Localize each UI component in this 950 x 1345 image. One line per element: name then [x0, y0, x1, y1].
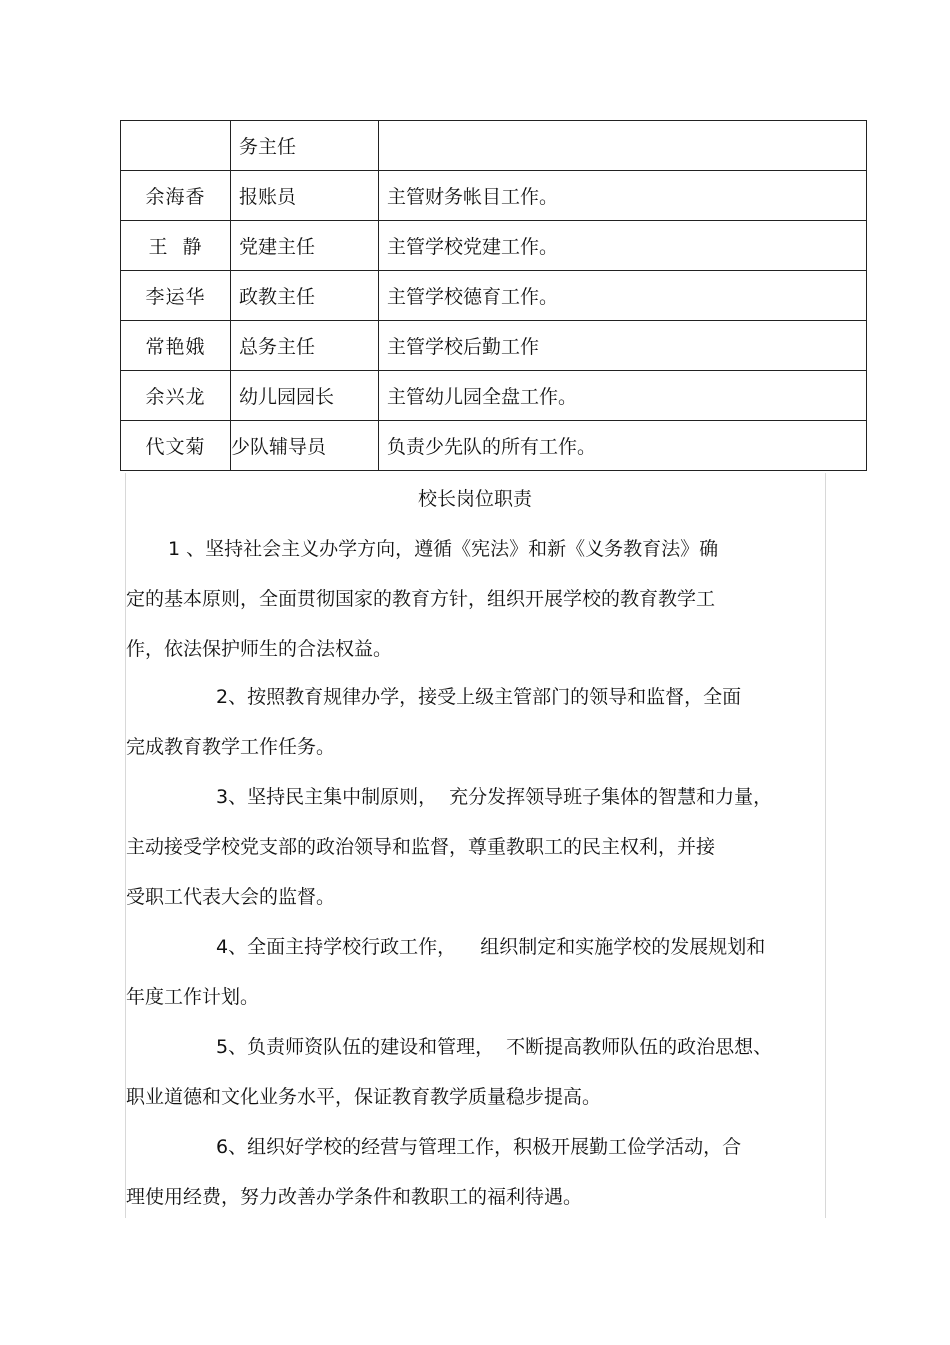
duty-paragraph-1	[126, 524, 826, 674]
paragraph-line: 定的基本原则，全面贯彻国家的教育方针，组织开展学校的教育教学工	[126, 588, 716, 610]
staff-role: 少队辅导员	[231, 421, 379, 471]
staff-duty: 主管财务帐目工作。	[379, 171, 867, 221]
duty-paragraph-3	[126, 772, 826, 922]
paragraph-line: 6、组织好学校的经营与管理工作，积极开展勤工俭学活动，合	[216, 1136, 742, 1158]
staff-duty: 主管学校后勤工作	[379, 321, 867, 371]
table-row	[121, 371, 867, 421]
staff-duty: 主管学校党建工作。	[379, 221, 867, 271]
section-title: 校长岗位职责	[417, 488, 532, 510]
staff-name: 代文菊	[121, 421, 231, 471]
staff-role: 务主任	[231, 121, 379, 171]
table-row	[121, 271, 867, 321]
paragraph-line: 4、全面主持学校行政工作， 组织制定和实施学校的发展规划和	[216, 936, 766, 958]
staff-name: 余兴龙	[121, 371, 231, 421]
staff-role: 幼儿园园长	[231, 371, 379, 421]
staff-duty: 主管幼儿园全盘工作。	[379, 371, 867, 421]
staff-duty: 主管学校德育工作。	[379, 271, 867, 321]
duty-paragraph-5	[126, 1022, 826, 1122]
staff-duty-table	[120, 120, 867, 471]
staff-duty	[379, 121, 867, 171]
paragraph-line: 2、按照教育规律办学，接受上级主管部门的领导和监督，全面	[216, 686, 742, 708]
staff-name: 常艳娥	[121, 321, 231, 371]
table-row	[121, 321, 867, 371]
paragraph-line: 1 、坚持社会主义办学方向，遵循《宪法》和新《义务教育法》确	[168, 538, 719, 560]
duty-paragraph-4	[126, 922, 826, 1022]
paragraph-line: 3、坚持民主集中制原则， 充分发挥领导班子集体的智慧和力量，	[216, 786, 773, 808]
paragraph-line: 受职工代表大会的监督。	[126, 886, 336, 908]
paragraph-line: 职业道德和文化业务水平，保证教育教学质量稳步提高。	[126, 1086, 602, 1108]
staff-role: 总务主任	[231, 321, 379, 371]
staff-role: 政教主任	[231, 271, 379, 321]
staff-role: 党建主任	[231, 221, 379, 271]
staff-name: 余海香	[121, 171, 231, 221]
duty-paragraph-6	[126, 1122, 826, 1222]
table-row	[121, 171, 867, 221]
paragraph-line: 5、负责师资队伍的建设和管理， 不断提高教师队伍的政治思想、	[216, 1036, 773, 1058]
table-row	[121, 221, 867, 271]
paragraph-line: 完成教育教学工作任务。	[126, 736, 336, 758]
staff-name: 王 静	[121, 221, 231, 271]
table-row	[121, 121, 867, 171]
paragraph-line: 主动接受学校党支部的政治领导和监督，尊重教职工的民主权利，并接	[126, 836, 716, 858]
table-row	[121, 421, 867, 471]
staff-name: 李运华	[121, 271, 231, 321]
staff-name	[121, 121, 231, 171]
staff-duty: 负责少先队的所有工作。	[379, 421, 867, 471]
paragraph-line: 理使用经费，努力改善办学条件和教职工的福利待遇。	[126, 1186, 583, 1208]
duty-paragraph-2	[126, 672, 826, 772]
paragraph-line: 年度工作计划。	[126, 986, 260, 1008]
staff-role: 报账员	[231, 171, 379, 221]
paragraph-line: 作，依法保护师生的合法权益。	[126, 638, 393, 660]
